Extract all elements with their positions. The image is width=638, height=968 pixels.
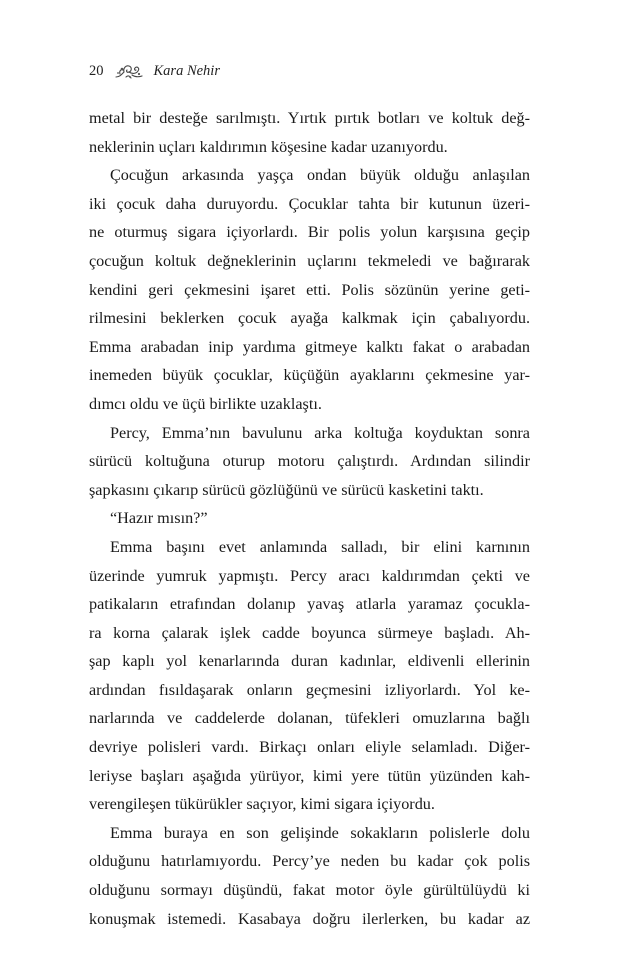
text-line: dımcı oldu ve üçü birlikte uzaklaştı. bbox=[89, 394, 322, 413]
text-line: “Hazır mısın?” bbox=[110, 509, 208, 528]
text-line: patikaların etrafından dolanıp yavaş atlarla yaramaz çocukla- bbox=[89, 595, 530, 614]
text-line: rilmesini beklerken çocuk ayağa kalkmak için çabalıyordu. bbox=[89, 309, 530, 328]
text-line: narlarında ve caddelerde dolanan, tüfekleri omuzlarına bağlı bbox=[89, 709, 530, 728]
text-line: Emma buraya en son gelişinde sokakların polislerle dolu bbox=[110, 823, 530, 842]
text-line: devriye polisleri vardı. Birkaçı onları eliyle selamladı. Diğer- bbox=[89, 738, 530, 757]
text-line: üzerinde yumruk yapmıştı. Percy aracı kaldırımdan çekti ve bbox=[89, 566, 530, 585]
text-line: şap kaplı yol kenarlarında duran kadınlar, eldivenli ellerinin bbox=[89, 652, 530, 671]
text-line: Emma başını evet anlamında salladı, bir elini karnının bbox=[110, 537, 530, 556]
body-text bbox=[89, 104, 530, 933]
text-line: iki çocuk daha duruyordu. Çocuklar tahta bir kutunun üzeri- bbox=[89, 194, 530, 213]
text-line: ne oturmuş sigara içiyorlardı. Bir polis yolun karşısına geçip bbox=[89, 223, 530, 242]
floral-ornament-icon bbox=[114, 61, 144, 81]
text-line: inemeden büyük çocuklar, küçüğün ayaklarını çekmesine yar- bbox=[89, 366, 530, 385]
text-line: Çocuğun arkasında yaşça ondan büyük olduğu anlaşılan bbox=[110, 166, 530, 185]
text-line: neklerinin uçları kaldırımın köşesine kadar uzanıyordu. bbox=[89, 137, 448, 156]
text-line: şapkasını çıkarıp sürücü gözlüğünü ve sürücü kasketini taktı. bbox=[89, 480, 484, 499]
text-line: verengileşen tükürükler saçıyor, kimi sigara içiyordu. bbox=[89, 795, 435, 814]
text-line: olduğunu hatırlamıyordu. Percy’ye neden bu kadar çok polis bbox=[89, 852, 530, 871]
text-line: metal bir desteğe sarılmıştı. Yırtık pırtık botları ve koltuk değ- bbox=[89, 109, 530, 127]
text-line: konuşmak istemedi. Kasabaya doğru ilerlerken, bu kadar az bbox=[89, 909, 530, 928]
text-line: Emma arabadan inip yardıma gitmeye kalktı fakat o arabadan bbox=[89, 337, 530, 356]
page-number: 20 bbox=[89, 62, 104, 79]
text-line: Percy, Emma’nın bavulunu arka koltuğa koyduktan sonra bbox=[110, 423, 530, 442]
text-line: çocuğun koltuk değneklerinin uçlarını tekmeledi ve bağırarak bbox=[89, 251, 530, 270]
book-title: Kara Nehir bbox=[153, 62, 220, 79]
text-line: leriyse başları aşağıda yürüyor, kimi yere tütün yüzünden kah- bbox=[89, 766, 530, 785]
text-line: sürücü koltuğuna oturup motoru çalıştırdı. Ardından silindir bbox=[89, 452, 530, 471]
text-line: ra korna çalarak işlek cadde boyunca sürmeye başladı. Ah- bbox=[89, 623, 530, 642]
running-header bbox=[89, 60, 220, 82]
text-line: kendini geri çekmesini işaret etti. Polis sözünün yerine geti- bbox=[89, 280, 530, 299]
text-line: ardından fısıldaşarak onların geçmesini izliyorlardı. Yol ke- bbox=[89, 680, 530, 699]
text-line: olduğunu sormayı düşündü, fakat motor öyle gürültülüydü ki bbox=[89, 881, 530, 900]
